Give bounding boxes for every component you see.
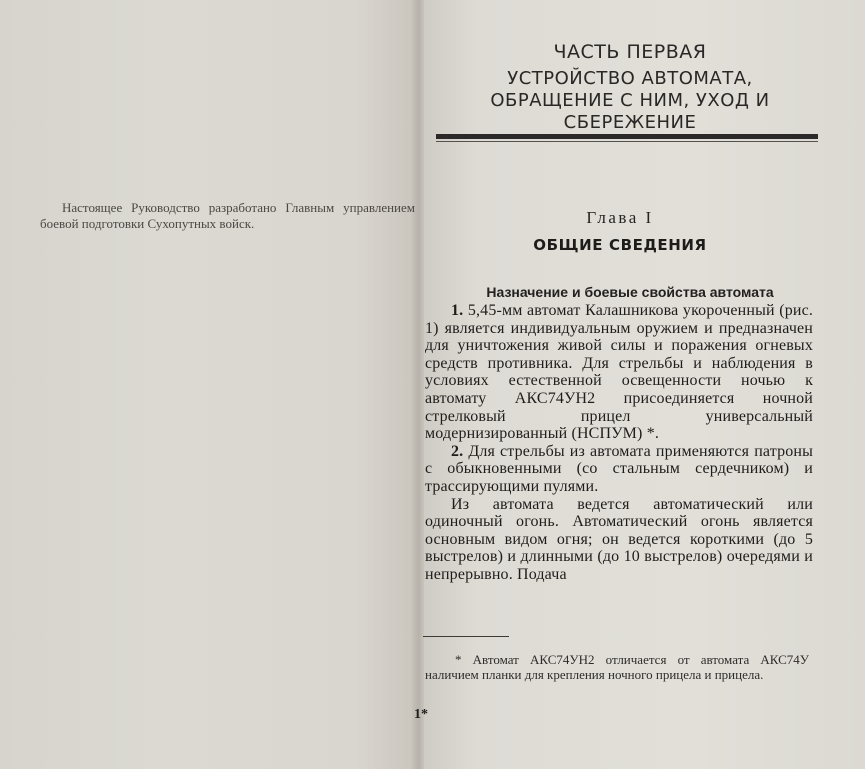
left-page [0,0,418,769]
paragraph-text: Для стрельбы из автомата применяются патроны с обыкновенными (со стальным сердечником) и трассирующими пулями. [425,442,813,495]
signature-mark: 1* [414,707,428,722]
section-title: Назначение и боевые свойства автомата [486,284,774,300]
paragraph-3 [425,496,813,584]
heading-rule-thick [436,134,818,139]
part-heading [444,40,816,134]
footnote-rule [423,636,509,637]
paragraph-number: 1. [451,302,464,319]
part-title: УСТРОЙСТВО АВТОМАТА, ОБРАЩЕНИЕ С НИМ, УХОД И СБЕРЕЖЕНИЕ [490,68,770,133]
credit-note: Настоящее Руководство разработано Главным управлением боевой подготовки Сухопутных войск. [40,200,415,231]
part-label: ЧАСТЬ ПЕРВАЯ [553,41,707,63]
paragraph-2 [425,443,813,496]
body-text [425,302,813,584]
paragraph-text: Из автомата ведется автоматический или одиночный огонь. Автоматический огонь является основным видом огня; он ведется короткими (до 5 выстрелов) и длинными (до 10 выстрелов) очередями и непрерывно. Подача [425,495,813,583]
paragraph-number: 2. [451,442,464,460]
paragraph-1 [425,302,813,443]
chapter-title: ОБЩИЕ СВЕДЕНИЯ [533,236,707,254]
heading-rule-thin [436,141,818,142]
chapter-number: Глава I [586,208,654,227]
footnote: * Автомат АКС74УН2 отличается от автомата АКС74У наличием планки для крепления ночного прицела и прицела. [425,652,809,682]
paragraph-text: 5,45-мм автомат Калашникова укороченный (рис. 1) является индивидуальным оружием и предназначен для уничтожения живой силы и поражения огневых средств противника. Для стрельбы и наблюдения в условиях естественной освещенности ночью к автомату АКС74УН2 присоединяется ночной стрелковый прицел универсальный модернизированный (НСПУМ) *. [425,302,813,443]
